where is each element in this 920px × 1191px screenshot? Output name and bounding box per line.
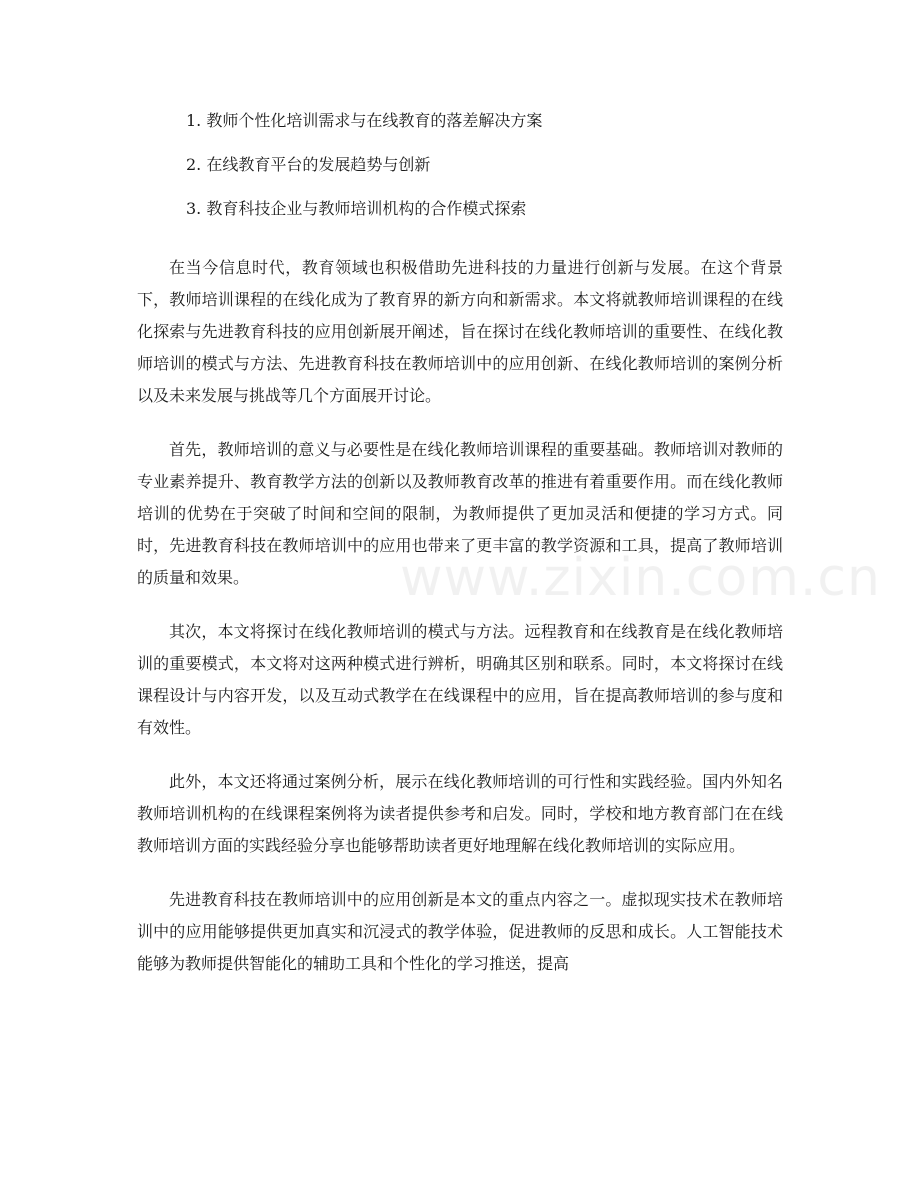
watermark-text: www.zixin.com.cn (400, 548, 881, 608)
outline-item-3: 3. 教育科技企业与教师培训机构的合作模式探索 (186, 199, 527, 218)
body-text (137, 252, 783, 1002)
paragraph-technology: 先进教育科技在教师培训中的应用创新是本文的重点内容之一。虚拟现实技术在教师培训中的应用能够提供更加真实和沉浸式的教学体验，促进教师的反思和成长。人工智能技术能够为教师提供智能化的辅助工具和个性化的学习推送，提高 (137, 890, 783, 973)
outline-item-1: 1. 教师个性化培训需求与在线教育的落差解决方案 (186, 111, 543, 130)
outline-item-2: 2. 在线教育平台的发展趋势与创新 (186, 155, 431, 174)
paragraph-cases: 此外，本文还将通过案例分析，展示在线化教师培训的可行性和实践经验。国内外知名教师培训机构的在线课程案例将为读者提供参考和启发。同时，学校和地方教育部门在在线教师培训方面的实践经验分享也能够帮助读者更好地理解在线化教师培训的实际应用。 (137, 772, 783, 855)
paragraph-intro: 在当今信息时代，教育领域也积极借助先进科技的力量进行创新与发展。在这个背景下，教师培训课程的在线化成为了教育界的新方向和新需求。本文将就教师培训课程的在线化探索与先进教育科技的应用创新展开阐述，旨在探讨在线化教师培训的重要性、在线化教师培训的模式与方法、先进教育科技在教师培训中的应用创新、在线化教师培训的案例分析以及未来发展与挑战等几个方面展开讨论。 (137, 258, 783, 405)
paragraph-second: 其次，本文将探讨在线化教师培训的模式与方法。远程教育和在线教育是在线化教师培训的重要模式，本文将对这两种模式进行辨析，明确其区别和联系。同时，本文将探讨在线课程设计与内容开发，以及互动式教学在在线课程中的应用，旨在提高教师培训的参与度和有效性。 (137, 622, 783, 737)
outline-list (186, 105, 786, 237)
paragraph-first: 首先，教师培训的意义与必要性是在线化教师培训课程的重要基础。教师培训对教师的专业素养提升、教育教学方法的创新以及教师教育改革的推进有着重要作用。而在线化教师培训的优势在于突破了时间和空间的限制，为教师提供了更加灵活和便捷的学习方式。同时，先进教育科技在教师培训中的应用也带来了更丰富的教学资源和工具，提高了教师培训的质量和效果。 (137, 440, 783, 587)
